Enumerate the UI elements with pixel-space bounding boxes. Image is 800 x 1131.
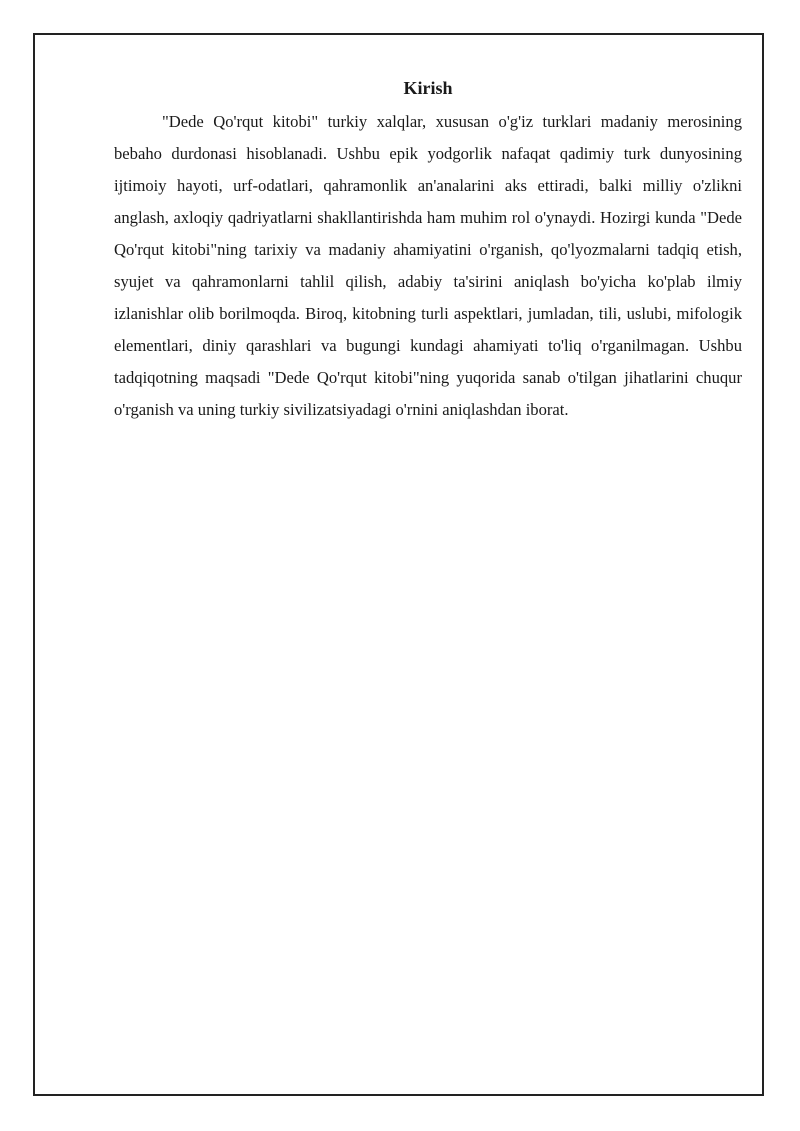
document-body xyxy=(114,76,742,426)
section-heading: Kirish xyxy=(403,78,453,98)
intro-paragraph: "Dede Qo'rqut kitobi" turkiy xalqlar, xususan o'g'iz turklari madaniy merosining bebaho durdonasi hisoblanadi. Ushbu epik yodgorlik nafaqat qadimiy turk dunyosining ijtimoiy hayoti, urf-odatlari, qahramonlik an'analarini aks ettiradi, balki milliy o'zlikni anglash, axloqiy qadriyatlarni shakllantirishda ham muhim rol o'ynaydi. Hozirgi kunda "Dede Qo'rqut kitobi"ning tarixiy va madaniy ahamiyatini o'rganish, qo'lyozmalarni tadqiq etish, syujet va qahramonlarni tahlil qilish, adabiy ta'sirini aniqlash bo'yicha ko'plab ilmiy izlanishlar olib borilmoqda. Biroq, kitobning turli aspektlari, jumladan, tili, uslubi, mifologik elementlari, diniy qarashlari va bugungi kundagi ahamiyati to'liq o'rganilmagan. Ushbu tadqiqotning maqsadi "Dede Qo'rqut kitobi"ning yuqorida sanab o'tilgan jihatlarini chuqur o'rganish va uning turkiy sivilizatsiyadagi o'rnini aniqlashdan iborat. xyxy=(114,112,742,419)
